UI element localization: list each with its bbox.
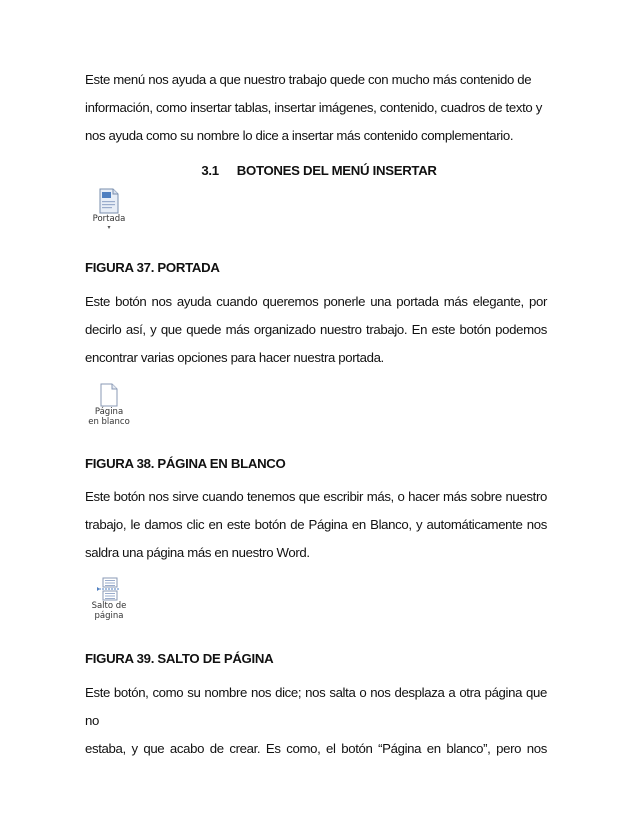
cover-page-icon — [97, 188, 121, 214]
salto-de-pagina-label-1: Salto de — [91, 601, 127, 611]
paragraph-line: encontrar varias opciones para hacer nuestra portada. — [85, 350, 384, 365]
blank-page-icon — [99, 383, 119, 407]
paragraph-line: información, como insertar tablas, insertar imágenes, contenido, cuadros de texto y — [85, 100, 542, 115]
paragraph-line: saldra una página más en nuestro Word. — [85, 545, 310, 560]
paragraph-line: Este botón nos sirve cuando tenemos que escribir más, o hacer más sobre nuestro — [85, 489, 547, 504]
paragraph-line: Este menú nos ayuda a que nuestro trabajo quede con mucho más contenido de — [85, 72, 532, 87]
paragraph-line: estaba, y que acabo de crear. Es como, el botón “Página en blanco”, pero nos — [85, 741, 547, 756]
figure-37-caption: FIGURA 37. PORTADA — [85, 260, 220, 275]
figure-38-caption: FIGURA 38. PÁGINA EN BLANCO — [85, 456, 286, 471]
page-break-icon — [96, 577, 122, 601]
pagina-en-blanco-label-2: en blanco — [88, 417, 130, 427]
section-number: 3.1 — [201, 163, 219, 178]
paragraph-line: Este botón, como su nombre nos dice; nos salta o nos desplaza a otra página que no — [85, 685, 547, 728]
intro-paragraph — [85, 66, 547, 150]
salto-de-pagina-button[interactable] — [85, 577, 133, 621]
pagina-en-blanco-label-1: Página — [94, 407, 124, 417]
section-heading — [0, 163, 638, 178]
paragraph-line: Este botón nos ayuda cuando queremos ponerle una portada más elegante, por — [85, 294, 547, 309]
pagina-en-blanco-button[interactable] — [85, 383, 133, 427]
chevron-down-icon: ▾ — [107, 225, 111, 231]
portada-button[interactable] — [85, 188, 133, 232]
paragraph-line: nos ayuda como su nombre lo dice a insertar más contenido complementario. — [85, 128, 514, 143]
portada-label: Portada — [92, 214, 126, 224]
figure-39-caption: FIGURA 39. SALTO DE PÁGINA — [85, 651, 274, 666]
paragraph-line: decirlo así, y que quede más organizado nuestro trabajo. En este botón podemos — [85, 322, 547, 337]
figure-38-paragraph — [85, 483, 547, 567]
figure-39-paragraph — [85, 679, 547, 763]
section-title: BOTONES DEL MENÚ INSERTAR — [236, 163, 437, 178]
salto-de-pagina-label-2: página — [94, 611, 124, 621]
figure-37-paragraph — [85, 288, 547, 372]
paragraph-line: trabajo, le damos clic en este botón de Página en Blanco, y automáticamente nos — [85, 517, 547, 532]
